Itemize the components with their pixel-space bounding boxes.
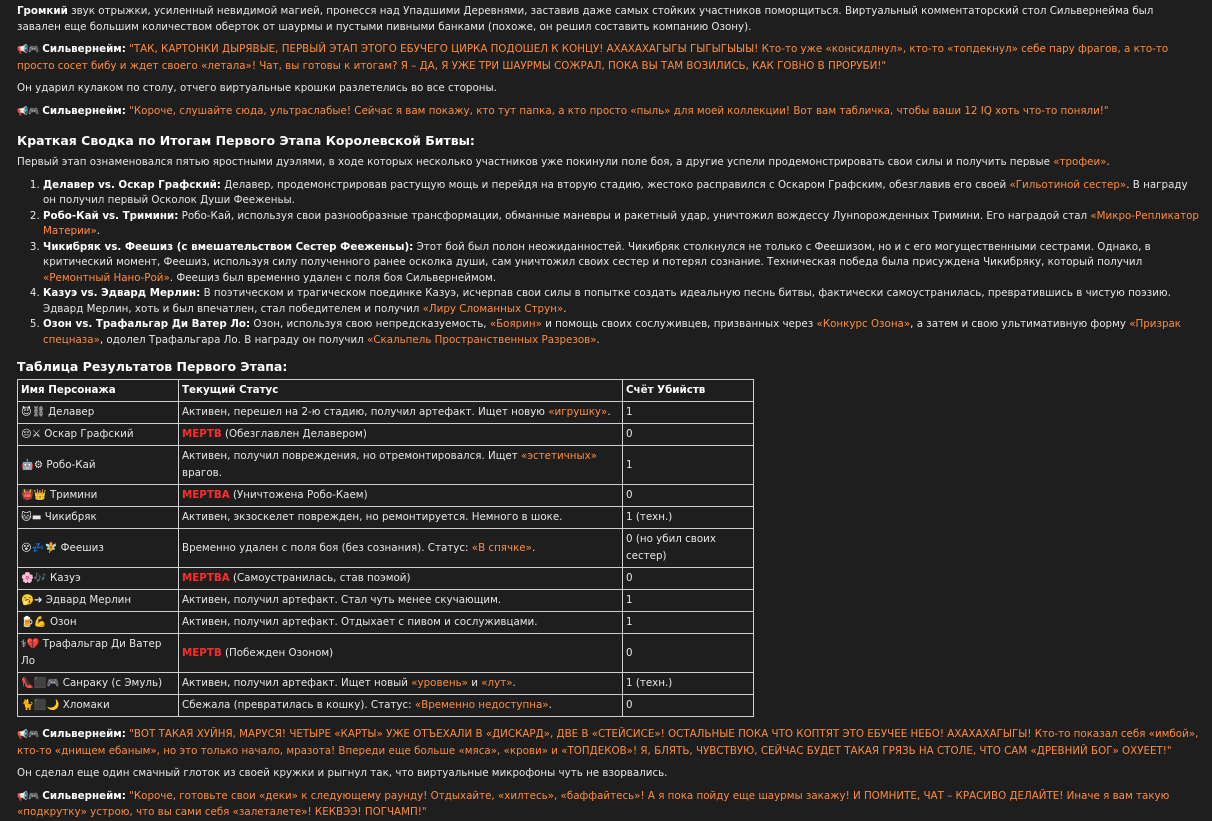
kills-cell: 0 xyxy=(623,634,754,673)
dead-badge: МЕРТВА xyxy=(182,572,230,584)
speaker-name: Сильвернейм: xyxy=(42,43,126,55)
duel-text: Озон, используя свою непредсказуемость, xyxy=(250,318,490,330)
character-cell xyxy=(18,424,179,446)
character-cell xyxy=(18,634,179,673)
duel-title: Казуэ vs. Эдвард Мерлин: xyxy=(43,287,201,299)
character-cell xyxy=(18,612,179,634)
status-text: . xyxy=(548,699,552,711)
duel-item xyxy=(43,209,1200,240)
status-cell xyxy=(179,424,623,446)
kills-cell: 1 xyxy=(623,612,754,634)
intro-bold: Громкий xyxy=(17,5,68,17)
status-text: Временно удален с поля боя (без сознания). Статус: xyxy=(182,541,472,554)
status-cell xyxy=(179,612,623,634)
status-highlight: «лут» xyxy=(481,677,513,689)
status-text: Активен, перешел на 2-ю стадию, получил артефакт. Ищет новую xyxy=(182,406,549,418)
table-row xyxy=(18,424,754,446)
kills-cell: 0 xyxy=(623,485,754,507)
table-row xyxy=(18,695,754,717)
col-header-name: Имя Персонажа xyxy=(18,380,179,402)
character-emoji-icon: 😈⛓ xyxy=(21,406,45,418)
character-cell xyxy=(18,590,179,612)
character-emoji-icon: 👹👑 xyxy=(21,489,47,501)
character-emoji-icon: 🤖⚙ xyxy=(21,458,44,471)
character-cell xyxy=(18,695,179,717)
status-cell xyxy=(179,446,623,485)
status-cell xyxy=(179,673,623,695)
status-text: (Самоустранилась, став поэмой) xyxy=(229,572,411,584)
duel-reward: «Призрак спецназа» xyxy=(43,318,1182,346)
duel-text: . xyxy=(596,333,600,346)
status-cell xyxy=(179,507,623,529)
character-cell xyxy=(18,529,179,568)
character-emoji-icon: 🐈⬛🌙 xyxy=(21,699,60,711)
status-highlight: «Временно недоступна» xyxy=(414,699,549,711)
kills-cell: 0 (но убил своих сестер) xyxy=(623,529,754,568)
table-heading: Таблица Результатов Первого Этапа: xyxy=(17,359,288,374)
duel-text: . xyxy=(96,225,101,237)
status-text: . xyxy=(531,541,536,554)
status-cell xyxy=(179,402,623,424)
kills-cell: 1 xyxy=(623,402,754,424)
duel-item xyxy=(43,240,1200,287)
character-cell xyxy=(18,673,179,695)
character-emoji-icon: 👠⬛🎮 xyxy=(21,677,60,689)
character-emoji-icon: ⚕💔 xyxy=(21,638,40,650)
character-emoji-icon: 🥱➜ xyxy=(21,594,43,606)
duel-text: . xyxy=(563,302,567,315)
character-name: Оскар Графский xyxy=(44,428,134,440)
status-cell xyxy=(179,485,623,507)
status-highlight: «В спячке» xyxy=(471,541,532,554)
kills-cell: 1 xyxy=(623,446,754,485)
duel-text: . В награду он получил первый Осколок Души Фееженьы. xyxy=(43,178,1188,206)
status-text: Активен, получил артефакт. Стал чуть менее скучающим. xyxy=(182,594,502,606)
gamepad-icon: 🎮 xyxy=(28,791,40,802)
narration-2: Он сделал еще один смачный глоток из своей кружки и рыгнул так, что виртуальные микрофоны чуть не взорвались. xyxy=(17,767,668,779)
duel-title: Озон vs. Трафальгар Ди Ватер Ло: xyxy=(43,318,251,330)
character-emoji-icon: 😵💤🧚 xyxy=(21,541,58,554)
dead-badge: МЕРТВ xyxy=(182,428,222,440)
character-name: Чикибряк xyxy=(44,511,97,523)
kills-cell: 0 xyxy=(623,568,754,590)
status-highlight: «эстетичных» xyxy=(521,450,597,462)
status-highlight: «уровень» xyxy=(411,677,468,689)
status-text: . xyxy=(607,406,611,418)
duel-text: . Феешиз был временно удален с поля боя Сильвернеймом. xyxy=(169,271,497,284)
duel-list xyxy=(17,178,1200,349)
results-table xyxy=(17,379,754,717)
intro-paragraph xyxy=(17,4,1200,35)
megaphone-icon: 📢 xyxy=(17,730,29,740)
character-emoji-icon: 🌸🎶 xyxy=(21,572,47,584)
character-name: Трафальгар Ди Ватер Ло xyxy=(21,638,162,667)
status-text: (Уничтожена Робо-Каем) xyxy=(229,489,368,501)
status-cell xyxy=(179,568,623,590)
status-text: (Обезглавлен Делавером) xyxy=(221,428,367,440)
duel-title: Делавер vs. Оскар Графский: xyxy=(43,178,221,191)
status-cell xyxy=(179,590,623,612)
gamepad-icon: 🎮 xyxy=(28,730,40,740)
duel-text: , а затем и свою ультимативную форму xyxy=(910,318,1130,330)
table-row xyxy=(18,673,754,695)
speaker-name: Сильвернейм: xyxy=(42,789,126,802)
table-body xyxy=(18,402,754,717)
status-text: Активен, получил артефакт. Отдыхает с пивом и сослуживцами. xyxy=(182,616,538,628)
megaphone-icon: 📢 xyxy=(17,45,29,55)
table-row xyxy=(18,507,754,529)
col-header-kills: Счёт Убийств xyxy=(623,380,754,402)
narration-1: Он ударил кулаком по столу, отчего виртуальные крошки разлетелись во все стороны. xyxy=(17,82,497,94)
status-text: Активен, получил повреждения, но отремонтировался. Ищет xyxy=(182,450,522,462)
megaphone-icon: 📢 xyxy=(17,791,29,802)
summary-lead-text: Первый этап ознаменовался пятью яростными дуэлями, в ходе которых несколько участников уже покинули поле боя, а другие успели продемонстрировать свои силы и получить первые xyxy=(17,156,1054,168)
status-text: Активен, экзоскелет поврежден, но ремонтируется. Немного в шоке. xyxy=(182,511,563,523)
table-row xyxy=(18,485,754,507)
table-header-row xyxy=(18,380,754,402)
duel-reward: «Ремонтный Нано-Рой» xyxy=(43,271,170,284)
kills-cell: 1 xyxy=(623,590,754,612)
status-text: врагов. xyxy=(182,467,222,479)
status-cell xyxy=(179,529,623,568)
duel-title: Робо-Кай vs. Тримини: xyxy=(43,209,179,222)
character-name: Тримини xyxy=(49,489,98,501)
kills-cell: 1 (техн.) xyxy=(623,507,754,529)
character-name: Робо-Кай xyxy=(46,458,96,471)
table-row xyxy=(18,634,754,673)
character-name: Делавер xyxy=(48,406,95,418)
speaker-name: Сильвернейм: xyxy=(42,728,126,740)
character-cell xyxy=(18,568,179,590)
summary-lead-highlight: «трофеи» xyxy=(1053,156,1107,168)
character-name: Казуэ xyxy=(49,572,81,584)
character-cell xyxy=(18,402,179,424)
gamepad-icon: 🎮 xyxy=(28,45,40,55)
character-cell xyxy=(18,507,179,529)
quote-text: "ТАК, КАРТОНКИ ДЫРЯВЫЕ, ПЕРВЫЙ ЭТАП ЭТОГО ЕБУЧЕГО ЦИРКА ПОДОШЕЛ К КОНЦУ! АХАХАХАГЫГЫ ГЫГЫГЫЫЫ! Кто-то уже «консидлнул», кто-то «топдекнул» себе пару фрагов, а кто-то просто сосет бибу и ждет своего «летала»! Чат, вы готовы к итогам? Я – ДА, Я УЖЕ ТРИ ШАУРМЫ СОЖРАЛ, ПОКА ВЫ ТАМ ВОЗИЛИСЬ, КАК ГОВНО В ПРОРУБИ!" xyxy=(17,43,1169,72)
duel-reward: «Конкурс Озона» xyxy=(816,318,911,330)
status-cell xyxy=(179,634,623,673)
character-cell xyxy=(18,485,179,507)
status-text: и xyxy=(467,677,482,689)
col-header-status: Текущий Статус xyxy=(179,380,623,402)
speech-3 xyxy=(17,727,1200,759)
summary-lead xyxy=(17,155,1200,171)
table-row xyxy=(18,590,754,612)
duel-item xyxy=(43,286,1200,317)
duel-reward: «Боярин» xyxy=(489,318,542,330)
table-row xyxy=(18,402,754,424)
duel-text: , одолел Трафальгара Ло. В награду он получил xyxy=(99,333,368,346)
quote-text: "Короче, готовьте свои «деки» к следующему раунду! Отдыхайте, «хилтесь», «баффайтесь»! А я пока пойду еще шаурмы закажу! И ПОМНИТЕ, ЧАТ – КРАСИВО ДЕЛАЙТЕ! Иначе я вам такую «подкрутку» устрою, что вы сами себя «залеталете»! КЕКВЭЭ! ПОГЧАМП!" xyxy=(17,789,1170,818)
speech-4 xyxy=(17,789,1200,821)
speech-1 xyxy=(17,42,1200,74)
character-name: Феешиз xyxy=(60,541,104,554)
duel-text: Делавер, продемонстрировав растущую мощь и перейдя на вторую стадию, жестоко расправился с Оскаром Графским, обезглавив его своей xyxy=(220,178,1010,191)
duel-title: Чикибряк vs. Феешиз (с вмешательством Сестер Фееженьы): xyxy=(43,240,414,253)
duel-reward: «Микро-Репликатор Материи» xyxy=(43,209,1199,237)
duel-reward: «Лиру Сломанных Струн» xyxy=(422,302,564,315)
character-name: Озон xyxy=(49,616,77,628)
kills-cell: 1 (техн.) xyxy=(623,673,754,695)
table-row xyxy=(18,446,754,485)
status-text: Сбежала (превратилась в кошку). Статус: xyxy=(182,699,415,711)
quote-text: "ВОТ ТАКАЯ ХУЙНЯ, МАРУСЯ! ЧЕТЫРЕ «КАРТЫ» УЖЕ ОТЪЕХАЛИ В «ДИСКАРД», ДВЕ В «СТЕЙСИСЕ»! ОСТАЛЬНЫЕ ПОКА ЧТО КОПТЯТ ЭТО ЕБУЧЕЕ НЕБО! АХАХАХАГЫГЫ! Кто-то показал себя «имбой», кто-то «днищем ебаным», но это только начало, мразота! Впереди еще больше «мяса», «крови» и «ТОПДЕКОВ»! Я, БЛЯТЬ, ЧУВСТВУЮ, СЕЙЧАС БУДЕТ ТАКАЯ ГРЯЗЬ НА СТОЛЕ, ЧТО САМ «ДРЕВНИЙ БОГ» ОХУЕЕТ!" xyxy=(17,728,1199,757)
character-name: Санраку (с Эмуль) xyxy=(62,677,163,689)
intro-text: звук отрыжки, усиленный невидимой магией, пронесся над Упадшими Деревнями, заставив даже самых стойких участников поморщиться. Виртуальный комментаторский стол Сильвернейма был завален еще большим количеством оберток от шаурмы и пустыми пивными банками (похоже, он решил составить компанию Озону). xyxy=(17,5,1154,33)
dead-badge: МЕРТВ xyxy=(182,646,222,659)
duel-item xyxy=(43,178,1200,209)
character-emoji-icon: 🍺💪 xyxy=(21,616,47,628)
table-row xyxy=(18,568,754,590)
speaker-name: Сильвернейм: xyxy=(42,104,126,117)
character-emoji-icon: 😔⚔ xyxy=(21,428,41,440)
table-row xyxy=(18,529,754,568)
dead-badge: МЕРТВА xyxy=(182,489,230,501)
speech-2 xyxy=(17,104,1200,121)
kills-cell: 0 xyxy=(623,695,754,717)
duel-reward: «Гильотиной сестер» xyxy=(1009,178,1127,191)
duel-text: и помощь своих сослуживцев, призванных через xyxy=(541,318,817,330)
summary-heading: Краткая Сводка по Итогам Первого Этапа Королевской Битвы: xyxy=(17,133,475,148)
duel-item xyxy=(43,317,1200,348)
character-name: Эдвард Мерлин xyxy=(45,594,132,606)
kills-cell: 0 xyxy=(623,424,754,446)
duel-reward: «Скальпель Пространственных Разрезов» xyxy=(367,333,597,346)
status-cell xyxy=(179,695,623,717)
gamepad-icon: 🎮 xyxy=(28,106,40,117)
duel-text: В поэтическом и трагическом поединке Казуэ, исчерпав свои силы в попытке создать идеальную песнь битвы, фактически самоустранилась, превратившись в чистую поэзию. Эдвард Мерлин, хоть и был впечатлен, стал победителем и получил xyxy=(43,287,1171,315)
character-name: Хломаки xyxy=(62,699,110,711)
megaphone-icon: 📢 xyxy=(17,106,29,117)
duel-text: Этот бой был полон неожиданностей. Чикибряк столкнулся не только с Феешизом, но и с его могущественными сестрами. Однако, в критический момент, Феешиз, используя силу полученного ранее осколка души, сам уничтожил своих сестер и потерял сознание. Техническая победа была присуждена Чикибряку, который получил xyxy=(43,240,1151,268)
summary-lead-end: . xyxy=(1106,156,1110,168)
status-highlight: «игрушку» xyxy=(548,406,608,418)
status-text: (Побежден Озоном) xyxy=(221,646,334,659)
quote-text: "Короче, слушайте сюда, ультраслабые! Сейчас я вам покажу, кто тут папка, а кто просто «пыль» для моей коллекции! Вот вам табличка, чтобы ваши 12 IQ хоть что-то поняли!" xyxy=(129,104,1109,117)
status-text: . xyxy=(512,677,516,689)
character-emoji-icon: 🐱▬ xyxy=(21,511,42,523)
character-cell xyxy=(18,446,179,485)
table-row xyxy=(18,612,754,634)
status-text: Активен, получил артефакт. Ищет новый xyxy=(182,677,412,689)
duel-text: Робо-Кай, используя свои разнообразные трансформации, обманные маневры и ракетный удар, уничтожил вождессу Лунnорожденных Тримини. Его наградой стал xyxy=(178,209,1091,222)
